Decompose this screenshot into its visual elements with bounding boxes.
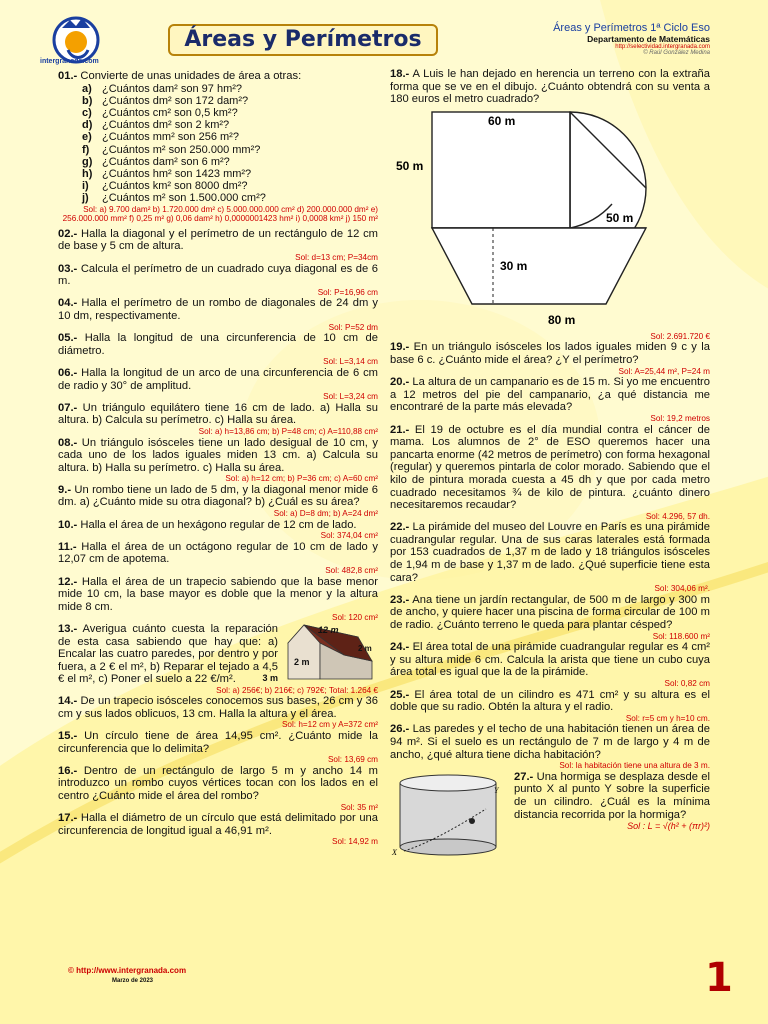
solution-6: Sol: L=3,24 cm xyxy=(323,392,378,402)
problem-22: 22.- La pirámide del museo del Louvre en París es una pirámide cuadrangular regular. Una de sus caras laterales está formada por 153 cuadrados de 1,37 m de lado y 18 triángulos isósceles de 1,94 m de base y 1,37 m de lado. ¿Qué superficie tiene esta cara? xyxy=(390,521,710,584)
problem-4: 04.- Halla el perímetro de un rombo de diagonales de 24 dm y 10 dm, respectivamente. xyxy=(58,297,378,322)
problem-18: 18.- A Luis le han dejado en herencia un terreno con la extraña forma que se ve en el dibujo. ¿Cuánto obtendrá con su venta a 180 euros el metro cuadrado? xyxy=(390,68,710,106)
department: Departamento de Matemáticas xyxy=(587,34,710,44)
solution-7: Sol: a) h=13,86 cm; b) P=48 cm; c) A=110,88 cm² xyxy=(198,426,378,436)
solution-22: Sol: 304,06 m². xyxy=(654,584,710,594)
problem-1-items xyxy=(58,83,378,205)
list-item: h) ¿Cuántos hm² son 1423 mm²? xyxy=(82,168,252,181)
house-wall-height: 2 m xyxy=(294,657,310,667)
cylinder-x-label: X xyxy=(392,847,397,857)
problem-25: 25.- El área total de un cilindro es 471 cm² y su altura es el doble que su radio. Obtén la altura y el radio. xyxy=(390,688,710,714)
solution-20: Sol: 19,2 metros xyxy=(650,413,710,423)
list-item: f) ¿Cuántos m² son 250.000 mm²? xyxy=(82,143,261,156)
house-roof-length: 12 m xyxy=(318,625,339,635)
list-item: e) ¿Cuántos mm² son 256 m²? xyxy=(82,131,239,144)
problem-23: 23.- Ana tiene un jardín rectangular, de 500 m de largo y 300 m de ancho, y quiere hacer una piscina de forma circular de 100 m de radio. ¿Cuánto terreno le queda para plantar césped? xyxy=(390,593,710,632)
problem-5: 05.- Halla la longitud de una circunferencia de 10 cm de diámetro. xyxy=(58,332,378,357)
problem-20: 20.- La altura de un campanario es de 15 m. Si yo me encuentro a 12 metros del pie del campanario, ¿a qué distancia me encontraré de la parte más elevada? xyxy=(390,376,710,414)
land-diagram xyxy=(392,108,707,330)
list-item: j) ¿Cuántos m² son 1.500.000 cm²? xyxy=(82,192,266,205)
solution-23: Sol: 118.600 m² xyxy=(652,631,710,641)
problem-17: 17.- Halla el diámetro de un círculo que está delimitado por una circunferencia de longitud igual a 46,91 m². xyxy=(58,812,378,837)
cylinder-y-label: Y xyxy=(494,785,499,795)
series-title: Áreas y Perímetros 1ª Ciclo Eso xyxy=(553,22,710,34)
solution-12: Sol: 120 cm² xyxy=(332,613,378,623)
list-item: c) ¿Cuántos cm² son 0,5 km²? xyxy=(82,107,238,119)
problem-12: 12.- Halla el área de un trapecio sabiendo que la base menor mide 10 cm, la base mayor es doble que la menor y la altura mide 8 cm. xyxy=(58,575,378,613)
solution-24: Sol: 0,82 cm xyxy=(664,679,710,688)
house-diagram xyxy=(282,621,378,685)
problem-24: 24.- El área total de una pirámide cuadrangular regular es 4 cm² y su altura mide 6 cm. Calcula la arista que tiene un cubo cuya área total es igual que la de la pirámide. xyxy=(390,641,710,679)
solution-2: Sol: d=13 cm; P=34cm xyxy=(295,253,378,262)
logo-text: intergranada.com xyxy=(40,58,99,65)
page-number: 1 xyxy=(705,955,733,1001)
house-roof-width: 2 m xyxy=(358,644,372,653)
problem-9: 9.- Un rombo tiene un lado de 5 dm, y la diagonal menor mide 6 dm. a) ¿Cuánto mide su otra diagonal? b) ¿Cuál es su área? xyxy=(58,483,378,509)
solution-26: Sol: la habitación tiene una altura de 3 m. xyxy=(559,761,710,771)
header-info xyxy=(553,22,710,56)
solution-8: Sol: a) h=12 cm; b) P=36 cm; c) A=60 cm² xyxy=(225,474,378,484)
solution-11: Sol: 482,8 cm² xyxy=(325,566,378,576)
list-item: i) ¿Cuántos km² son 8000 dm²? xyxy=(82,180,248,193)
solution-27: Sol : L = √(h² + (πr)²) xyxy=(627,821,710,832)
page-title: Áreas y Perímetros xyxy=(168,24,438,56)
solution-21: Sol: 4.296, 57 dh. xyxy=(645,511,710,521)
land-left-label: 50 m xyxy=(396,158,424,173)
solution-14: Sol: h=12 cm y A=372 cm² xyxy=(281,720,378,730)
solution-5: Sol: L=3,14 cm xyxy=(323,357,378,367)
land-bottom-label: 80 m xyxy=(548,312,576,327)
header-url[interactable]: http://selectividad.intergranada.com xyxy=(615,44,710,50)
house-base-label: 3 m xyxy=(262,672,278,683)
footer-site[interactable]: © http://www.intergranada.com xyxy=(68,966,187,975)
problem-8: 08.- Un triángulo isósceles tiene un lado desigual de 10 cm, y cada uno de los lados iguales miden 13 cm. a) Calcula su altura. b) Halla su perímetro. c) Halla su área. xyxy=(58,436,378,474)
problem-11: 11.- Halla el área de un octágono regular de 10 cm de lado y 12,07 cm de apotema. xyxy=(58,540,378,566)
author: © Raúl González Medina xyxy=(643,50,710,56)
solution-15: Sol: 13,69 cm xyxy=(327,755,378,765)
solution-3: Sol: P=16,96 cm xyxy=(317,287,378,297)
problem-15: 15.- Un círculo tiene de área 14,95 cm². ¿Cuánto mide la circunferencia que lo delimita? xyxy=(58,729,378,755)
solution-4: Sol: P=52 dm xyxy=(328,322,378,332)
solution-13: Sol: a) 256€; b) 216€; c) 792€; Total: 1.264 € xyxy=(216,685,378,695)
problem-6: 06.- Halla la longitud de un arco de una circunferencia de 6 cm de radio y 30° de amplitud. xyxy=(58,366,378,392)
problem-3: 03.- Calcula el perímetro de un cuadrado cuya diagonal es de 6 m. xyxy=(58,262,378,288)
solution-16: Sol: 35 m² xyxy=(340,802,378,812)
cylinder-diagram xyxy=(390,773,508,857)
problem-21: 21.- El 19 de octubre es el día mundial contra el cáncer de mama. Los alumnos de 2° de ESO queremos hacer una pancarta enorme (42 metros de perímetro) con forma hexagonal (regular) y queremos pintarla de color morado. Sabiendo que el kilo de pintura morada cuesta a 45 dh y que por cada metro cuadrado necesitamos ¾ de kilo de pintura. ¿cuánto dinero necesitaremos recaudar? xyxy=(390,423,710,512)
left-column xyxy=(58,70,378,847)
problem-26: 26.- Las paredes y el techo de una habitación tienen un área de 94 m². Si el suelo es un rectángulo de 7 m de largo y 4 m de ancho, ¿qué altura tiene dicha habitación? xyxy=(390,723,710,761)
problem-14: 14.- De un trapecio isósceles conocemos sus bases, 26 cm y 36 cm y sus lados oblicuos, 13 cm. Halla la altura y el área. xyxy=(58,695,378,720)
list-item: d) ¿Cuántos dm² son 2 km²? xyxy=(82,119,230,132)
solution-1: Sol: a) 9.700 dam² b) 1.720.000 dm² c) 5.000.000.000 cm² d) 200.000.000 dm² e) 256.000.000 mm² f) 0,25 m² g) 0,06 dam² h) 0,0000001423 hm² i) 0,0008 km² j) 150 m² xyxy=(62,204,378,224)
solution-10: Sol: 374,04 cm² xyxy=(320,531,378,541)
solution-18: Sol: 2.691.720 € xyxy=(650,331,710,341)
solution-19: Sol: A=25,44 m², P=24 m xyxy=(618,366,710,376)
right-column xyxy=(390,68,710,857)
list-item: g) ¿Cuántos dam² son 6 m²? xyxy=(82,155,230,168)
problem-27: 27.- Una hormiga se desplaza desde el punto X al punto Y sobre la superficie de un cilindro. ¿Cuál es la mínima distancia recorrida por la hormiga? xyxy=(514,770,710,821)
solution-25: Sol: r=5 cm y h=10 cm. xyxy=(625,713,710,723)
problem-16: 16.- Dentro de un rectángulo de largo 5 m y ancho 14 m introduzco un rombo cuyos vértices tocan con los lados en el centro ¿Cuánto mide el área del rombo? xyxy=(58,764,378,802)
solution-9: Sol: a) D=8 dm; b) A=24 dm² xyxy=(273,509,378,519)
problem-10: 10.- Halla el área de un hexágono regular de 12 cm de lado. xyxy=(58,518,357,531)
problem-13: 13.- Averigua cuánto cuesta la reparación de esta casa sabiendo que hay que: a) Encalar las cuatro paredes, por dentro y por fuera, a 2 € el m², b) Reparar el tejado a 4,5 € el m², c) Poner el suelo a 22 €/m². xyxy=(58,623,278,686)
land-height-label: 30 m xyxy=(500,258,528,273)
problem-2: 02.- Halla la diagonal y el perímetro de un rectángulo de 12 cm de base y 5 cm de altura. xyxy=(58,227,378,253)
solution-17: Sol: 14,92 m xyxy=(332,837,378,847)
footer-date: Marzo de 2023 xyxy=(112,978,154,984)
problem-1: 01.- Convierte de unas unidades de área a otras: xyxy=(58,70,302,82)
problem-19: 19.- En un triángulo isósceles los lados iguales miden 9 c y la base 6 c. ¿Cuánto mide el área? ¿Y el perímetro? xyxy=(390,341,710,366)
land-radius-label: 50 m xyxy=(606,210,634,225)
problem-7: 07.- Un triángulo equilátero tiene 16 cm de lado. a) Halla su altura. b) Calcula su perímetro. c) Halla su área. xyxy=(58,401,378,427)
land-top-label: 60 m xyxy=(488,113,516,128)
list-item: b) ¿Cuántos dm² son 172 dam²? xyxy=(82,94,249,107)
list-item: a) ¿Cuántos dam² son 97 hm²? xyxy=(82,82,243,95)
